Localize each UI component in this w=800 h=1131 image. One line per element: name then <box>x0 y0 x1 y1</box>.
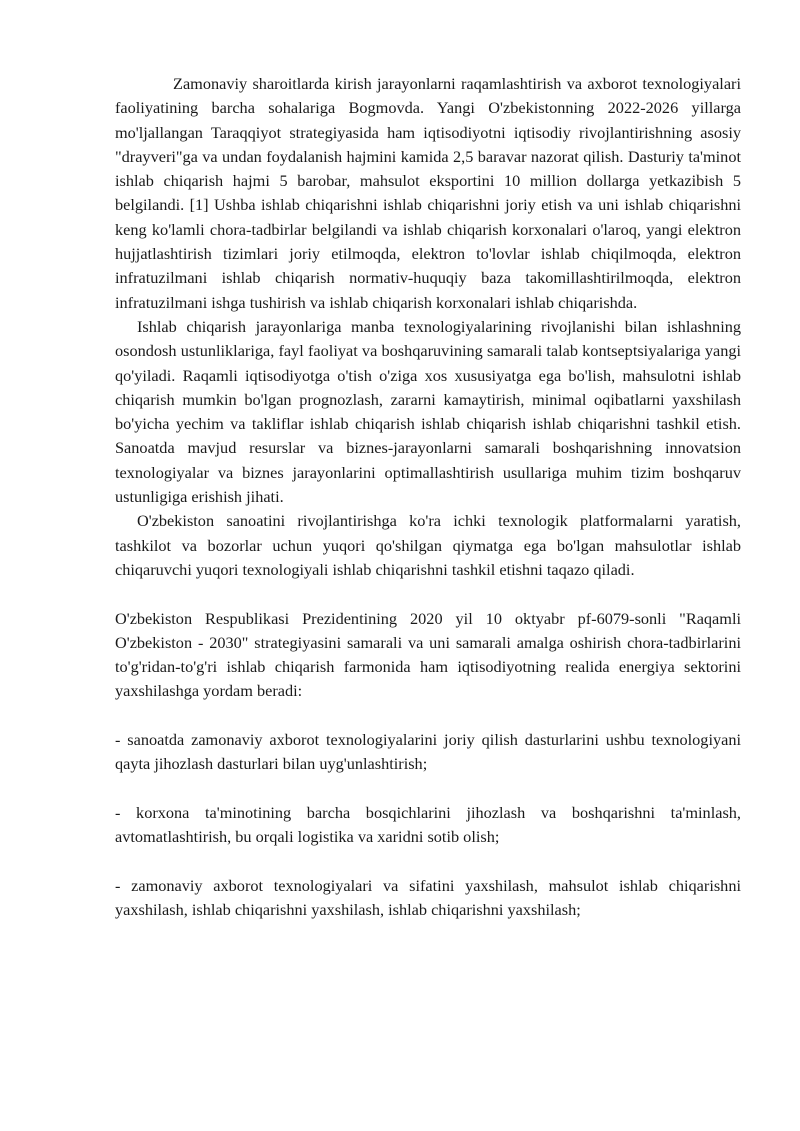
document-page <box>115 72 741 922</box>
paragraph-intro: Zamonaviy sharoitlarda kirish jarayonlarni raqamlashtirish va axborot texnologiyalari faoliyatining barcha sohalariga Bogmovda. Yangi O'zbekistonning 2022-2026 yillarga mo'ljallangan Taraqqiyot strategiyasida ham iqtisodiyotni iqtisodiy rivojlantirishning asosiy "drayveri"ga va undan foydalanish hajmini kamida 2,5 baravar nazorat qilish. Dasturiy ta'minot ishlab chiqarish hajmi 5 barobar, mahsulot eksportini 10 million dollarga yetkazibish 5 belgilandi. [1] Ushba ishlab chiqarishni ishlab chiqarishni joriy etish va uni ishlab chiqarishni keng ko'lamli chora-tadbirlar belgilandi va ishlab chiqarish korxonalari o'laroq, yangi elektron hujjatlashtirish tizimlari joriy etilmoqda, elektron to'lovlar ishlab chiqilmoqda, elektron infratuzilmani ishlab chiqarish normativ-huquqiy baza takomillashtirilmoqda, elektron infratuzilmani ishga tushirish va ishlab chiqarish korxonalari ishlab chiqarishda. <box>115 74 741 312</box>
paragraph-industry-development: O'zbekiston sanoatini rivojlantirishga ko'ra ichki texnologik platformalarni yaratish, tashkilot va bozorlar uchun yuqori qo'shilgan qiymatga ega bo'lgan mahsulotlar ishlab chiqaruvchi yuqori texnologiyali ishlab chiqarishni tashkil etishni taqazo qiladi. <box>115 511 741 579</box>
paragraph-presidential-decree: O'zbekiston Respublikasi Prezidentining 2020 yil 10 oktyabr pf-6079-sonli "Raqamli O'zbekiston - 2030" strategiyasini samarali va uni samarali amalga oshirish chora-tadbirlarini to'g'ridan-to'g'ri ishlab chiqarish farmonida ham iqtisodiyotning realida energiya sektorini yaxshilashga yordam beradi: <box>115 608 741 701</box>
list-item-enterprise-supply: - korxona ta'minotining barcha bosqichlarini jihozlash va boshqarishni ta'minlash, avtomatlashtirish, bu orqali logistika va xaridni sotib olish; <box>115 802 741 847</box>
list-item-modern-technologies: - sanoatda zamonaviy axborot texnologiyalarini joriy qilish dasturlarini ushbu texnologiyani qayta jihozlash dasturlari bilan uyg'unlashtirish; <box>115 730 741 774</box>
list-item-quality-improvement: - zamonaviy axborot texnologiyalari va sifatini yaxshilash, mahsulot ishlab chiqarishni yaxshilash, ishlab chiqarishni yaxshilash, ishlab chiqarishni yaxshilash; <box>115 875 741 920</box>
paragraph-production-technologies: Ishlab chiqarish jarayonlariga manba texnologiyalarining rivojlanishi bilan ishlashning osondosh ustunliklariga, fayl faoliyat va boshqaruvining samarali talab kontseptsiyalariga yangi qo'yiladi. Raqamli iqtisodiyotga o'tish o'ziga xos xususiyatga ega bo'lish, mahsulotni ishlab chiqarish mumkin bo'lgan prognozlash, zararni kamaytirish, minimal oqibatlarni yaxshilash bo'yicha yechim va takliflar ishlab chiqarish ishlab chiqarish ishlab chiqarishni tashkil etish. Sanoatda mavjud resurslar va biznes-jarayonlarni samarali boshqarishning innovatsion texnologiyalar va biznes jarayonlarini optimallashtirish usullariga muhim tizim boshqaruv ustunligiga erishish jihati. <box>115 316 741 507</box>
